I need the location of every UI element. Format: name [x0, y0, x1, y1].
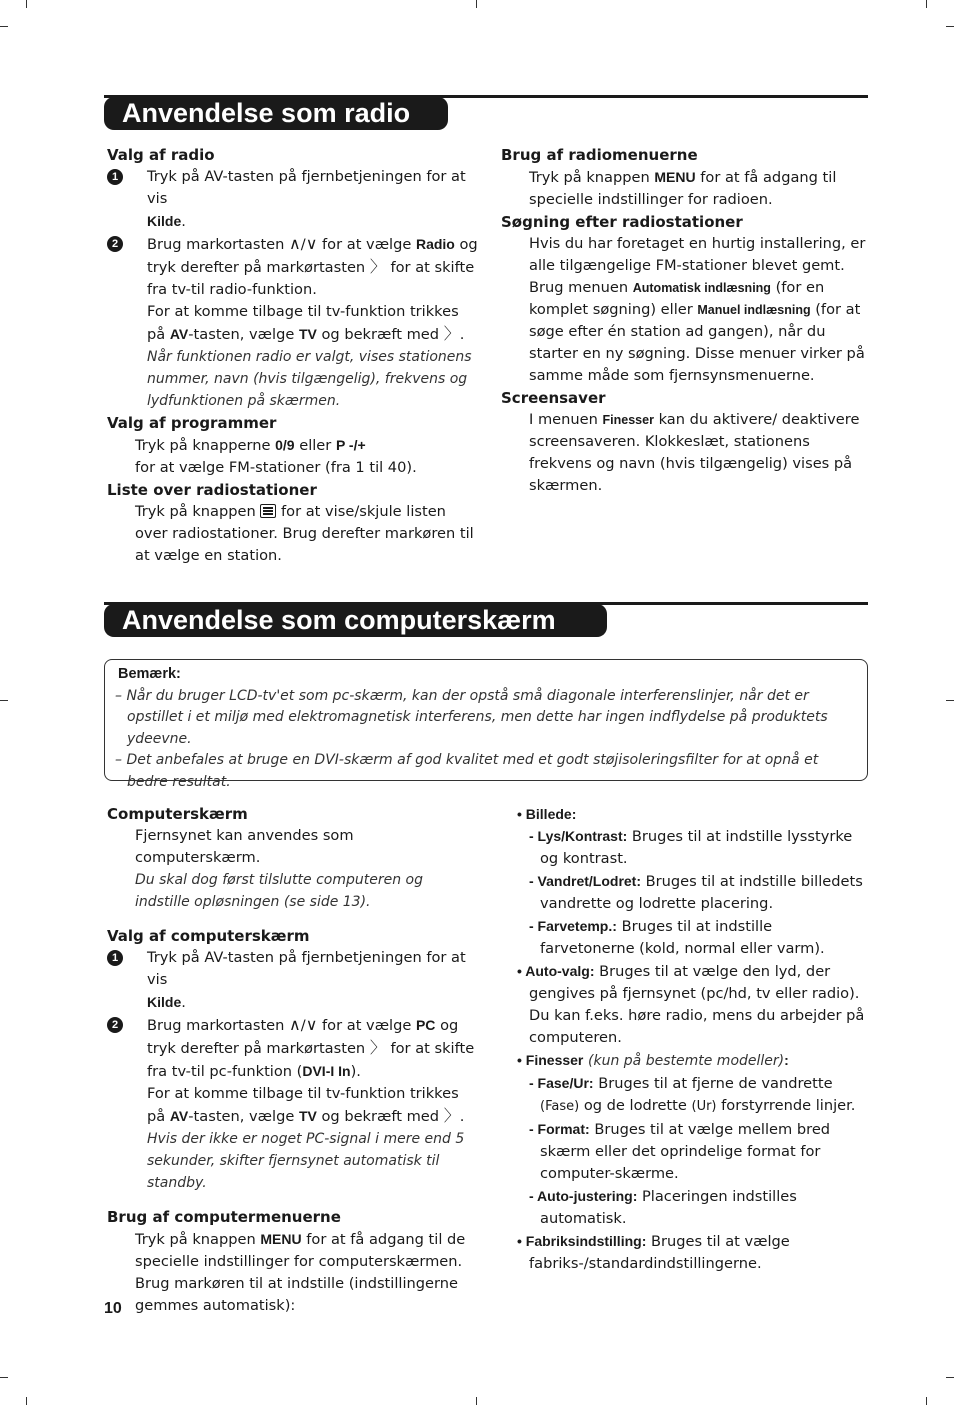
computer-left-column	[107, 803, 479, 1317]
auto-valg-item-2: Du kan f.eks. høre radio, mens du arbejder på computeren.	[529, 1007, 865, 1046]
crop-mark	[0, 26, 8, 27]
right-arrow-icon: 〉	[369, 257, 386, 276]
step-1: 1 Tryk på AV-tasten på fjernbetjeningen for at vis Kilde.	[107, 947, 479, 1014]
heading-computermenuerne: Brug af computermenuerne	[107, 1208, 341, 1226]
heading-valg-af-radio: Valg af radio	[107, 146, 215, 164]
finesser-label: • Finesser (kun på bestemte modeller):	[517, 1052, 789, 1069]
computer-right-column	[517, 803, 867, 1275]
heading-computerskaerm: Computerskærm	[107, 805, 248, 823]
crop-mark	[476, 0, 477, 8]
up-arrow-icon: ∧	[289, 234, 301, 253]
page-number: 10	[104, 1300, 122, 1317]
auto-valg-item: • Auto-valg: Bruges til at vælge den lyd, der gengives på fjernsynet (pc/hd, tv eller radio).	[517, 963, 860, 1002]
vandret-lodret-item: - Vandret/Lodret: Bruges til at indstille billedets vandrette og lodrette placering.	[529, 873, 863, 912]
list-icon	[260, 504, 276, 518]
programmer-text: Tryk på knapperne 0/9 eller P -/+ for at vælge FM-stationer (fra 1 til 40).	[135, 437, 417, 476]
crop-mark	[476, 1397, 477, 1405]
heading-soegning: Søgning efter radiostationer	[501, 213, 743, 231]
heading-liste-over-radiostationer: Liste over radiostationer	[107, 481, 317, 499]
step-number-icon: 1	[107, 169, 123, 185]
fase-ur-item: - Fase/Ur: Bruges til at fjerne de vandrette (Fase) og de lodrette (Ur) forstyrrende linjer.	[529, 1075, 856, 1114]
format-item: - Format: Bruges til at vælge mellem bred skærm eller det oprindelige format for computer-skærme.	[529, 1121, 831, 1182]
billede-label: • Billede:	[517, 806, 577, 822]
computer-standby-note: Hvis der ikke er noget PC-signal i mere end 5 sekunder, skifter fjernsynet automatisk til standby.	[147, 1131, 465, 1191]
farvetemp-item: - Farvetemp.: Bruges til at indstille farvetonerne (kold, normal eller varm).	[529, 918, 825, 957]
note-title: Bemærk:	[118, 666, 181, 682]
right-arrow-icon: 〉	[443, 324, 460, 343]
radio-left-column	[107, 144, 479, 567]
heading-screensaver: Screensaver	[501, 389, 606, 407]
computerskaerm-note: Du skal dog først tilslutte computeren og indstille opløsningen (se side 13).	[135, 872, 423, 910]
computerskaerm-text: Fjernsynet kan anvendes som computerskærm.	[135, 827, 354, 866]
step-number-icon: 2	[107, 236, 123, 252]
section-title-radio: Anvendelse som radio	[104, 97, 448, 130]
step-2: 2 Brug markortasten ∧/∨ for at vælge PC og tryk derefter på markørtasten 〉 for at skifte fra tv-til pc-funktion (DVI-I In). For at komme tilbage til tv-funktion trikkes på AV-tasten, vælge TV og bekræft med 〉. Hvis der ikke er noget PC-signal i mere end 5 sekunder, skifter fjernsynet automatisk til standby.	[107, 1014, 479, 1194]
crop-mark	[946, 1377, 954, 1378]
crop-mark	[926, 1397, 927, 1405]
section-title-computer: Anvendelse som computerskærm	[104, 604, 607, 637]
radiomenuerne-text: Tryk på knappen MENU for at få adgang til specielle indstillinger for radioen.	[529, 169, 837, 208]
step-2: 2 Brug markortasten ∧/∨ for at vælge Radio og tryk derefter på markørtasten 〉 for at skifte fra tv-til radio-funktion. For at komme tilbage til tv-funktion trikkes på AV-tasten, vælge TV og bekræft med 〉. Når funktionen radio er valgt, vises stationens nummer, navn (hvis tilgængelig), frekvens og lydfunktionen på skærmen.	[107, 233, 479, 412]
step-number-icon: 2	[107, 1017, 123, 1033]
step-number-icon: 1	[107, 950, 123, 966]
up-arrow-icon: ∧	[289, 1015, 301, 1034]
heading-valg-af-computerskaerm: Valg af computerskærm	[107, 927, 310, 945]
crop-mark	[26, 1397, 27, 1405]
computermenuerne-text: Tryk på knappen MENU for at få adgang til de specielle indstillinger for computerskærmen. Brug markøren til at indstille (indstillingerne gemmes automatisk):	[135, 1231, 466, 1314]
radio-right-column	[501, 144, 871, 497]
crop-mark	[946, 700, 954, 701]
fabriksindstilling-item: • Fabriksindstilling: Bruges til at vælge fabriks-/standardindstillingerne.	[517, 1233, 790, 1272]
crop-mark	[26, 0, 27, 8]
down-arrow-icon: ∨	[305, 1015, 318, 1034]
note-line: – Det anbefales at bruge en DVI-skærm af god kvalitet med et godt støjisoleringsfilter for at opnå et bedre resultat.	[115, 752, 819, 790]
right-arrow-icon: 〉	[443, 1106, 460, 1125]
note-box	[104, 659, 868, 790]
auto-justering-item: - Auto-justering: Placeringen indstilles automatisk.	[529, 1188, 797, 1227]
liste-text: Tryk på knappen for at vise/skjule listen over radiostationer. Brug derefter markøren til at vælge en station.	[135, 503, 474, 564]
heading-radiomenuerne: Brug af radiomenuerne	[501, 146, 698, 164]
soegning-text: Hvis du har foretaget en hurtig installering, er alle tilgængelige FM-stationer blevet gemt. Brug menuen Automatisk indlæsning (for en komplet søgning) eller Manuel indlæsning (for at søge efter én station ad gangen), når du starter en ny søgning. Disse menuer virker på samme måde som fjernsynsmenuerne.	[529, 235, 866, 384]
down-arrow-icon: ∨	[305, 234, 318, 253]
heading-valg-af-programmer: Valg af programmer	[107, 414, 277, 432]
lys-kontrast-item: - Lys/Kontrast: Bruges til at indstille lysstyrke og kontrast.	[529, 828, 853, 867]
crop-mark	[0, 1377, 8, 1378]
radio-note: Når funktionen radio er valgt, vises stationens nummer, navn (hvis tilgængelig), frekvens og lydfunktionen på skærmen.	[147, 349, 472, 409]
crop-mark	[926, 0, 927, 8]
crop-mark	[946, 26, 954, 27]
screensaver-text: I menuen Finesser kan du aktivere/ deaktivere screensaveren. Klokkeslæt, stationens frekvens og navn (hvis tilgængelig) vises på skærmen.	[529, 411, 860, 494]
right-arrow-icon: 〉	[369, 1038, 386, 1057]
note-line: – Når du bruger LCD-tv'et som pc-skærm, kan der opstå små diagonale interferenslinjer, når det er opstillet i et miljø med elektromagnetisk interferens, men dette har ingen indflydelse på produktets ydeevne.	[115, 687, 828, 747]
step-1: 1 Tryk på AV-tasten på fjernbetjeningen for at vis Kilde.	[107, 166, 479, 233]
crop-mark	[0, 700, 8, 701]
